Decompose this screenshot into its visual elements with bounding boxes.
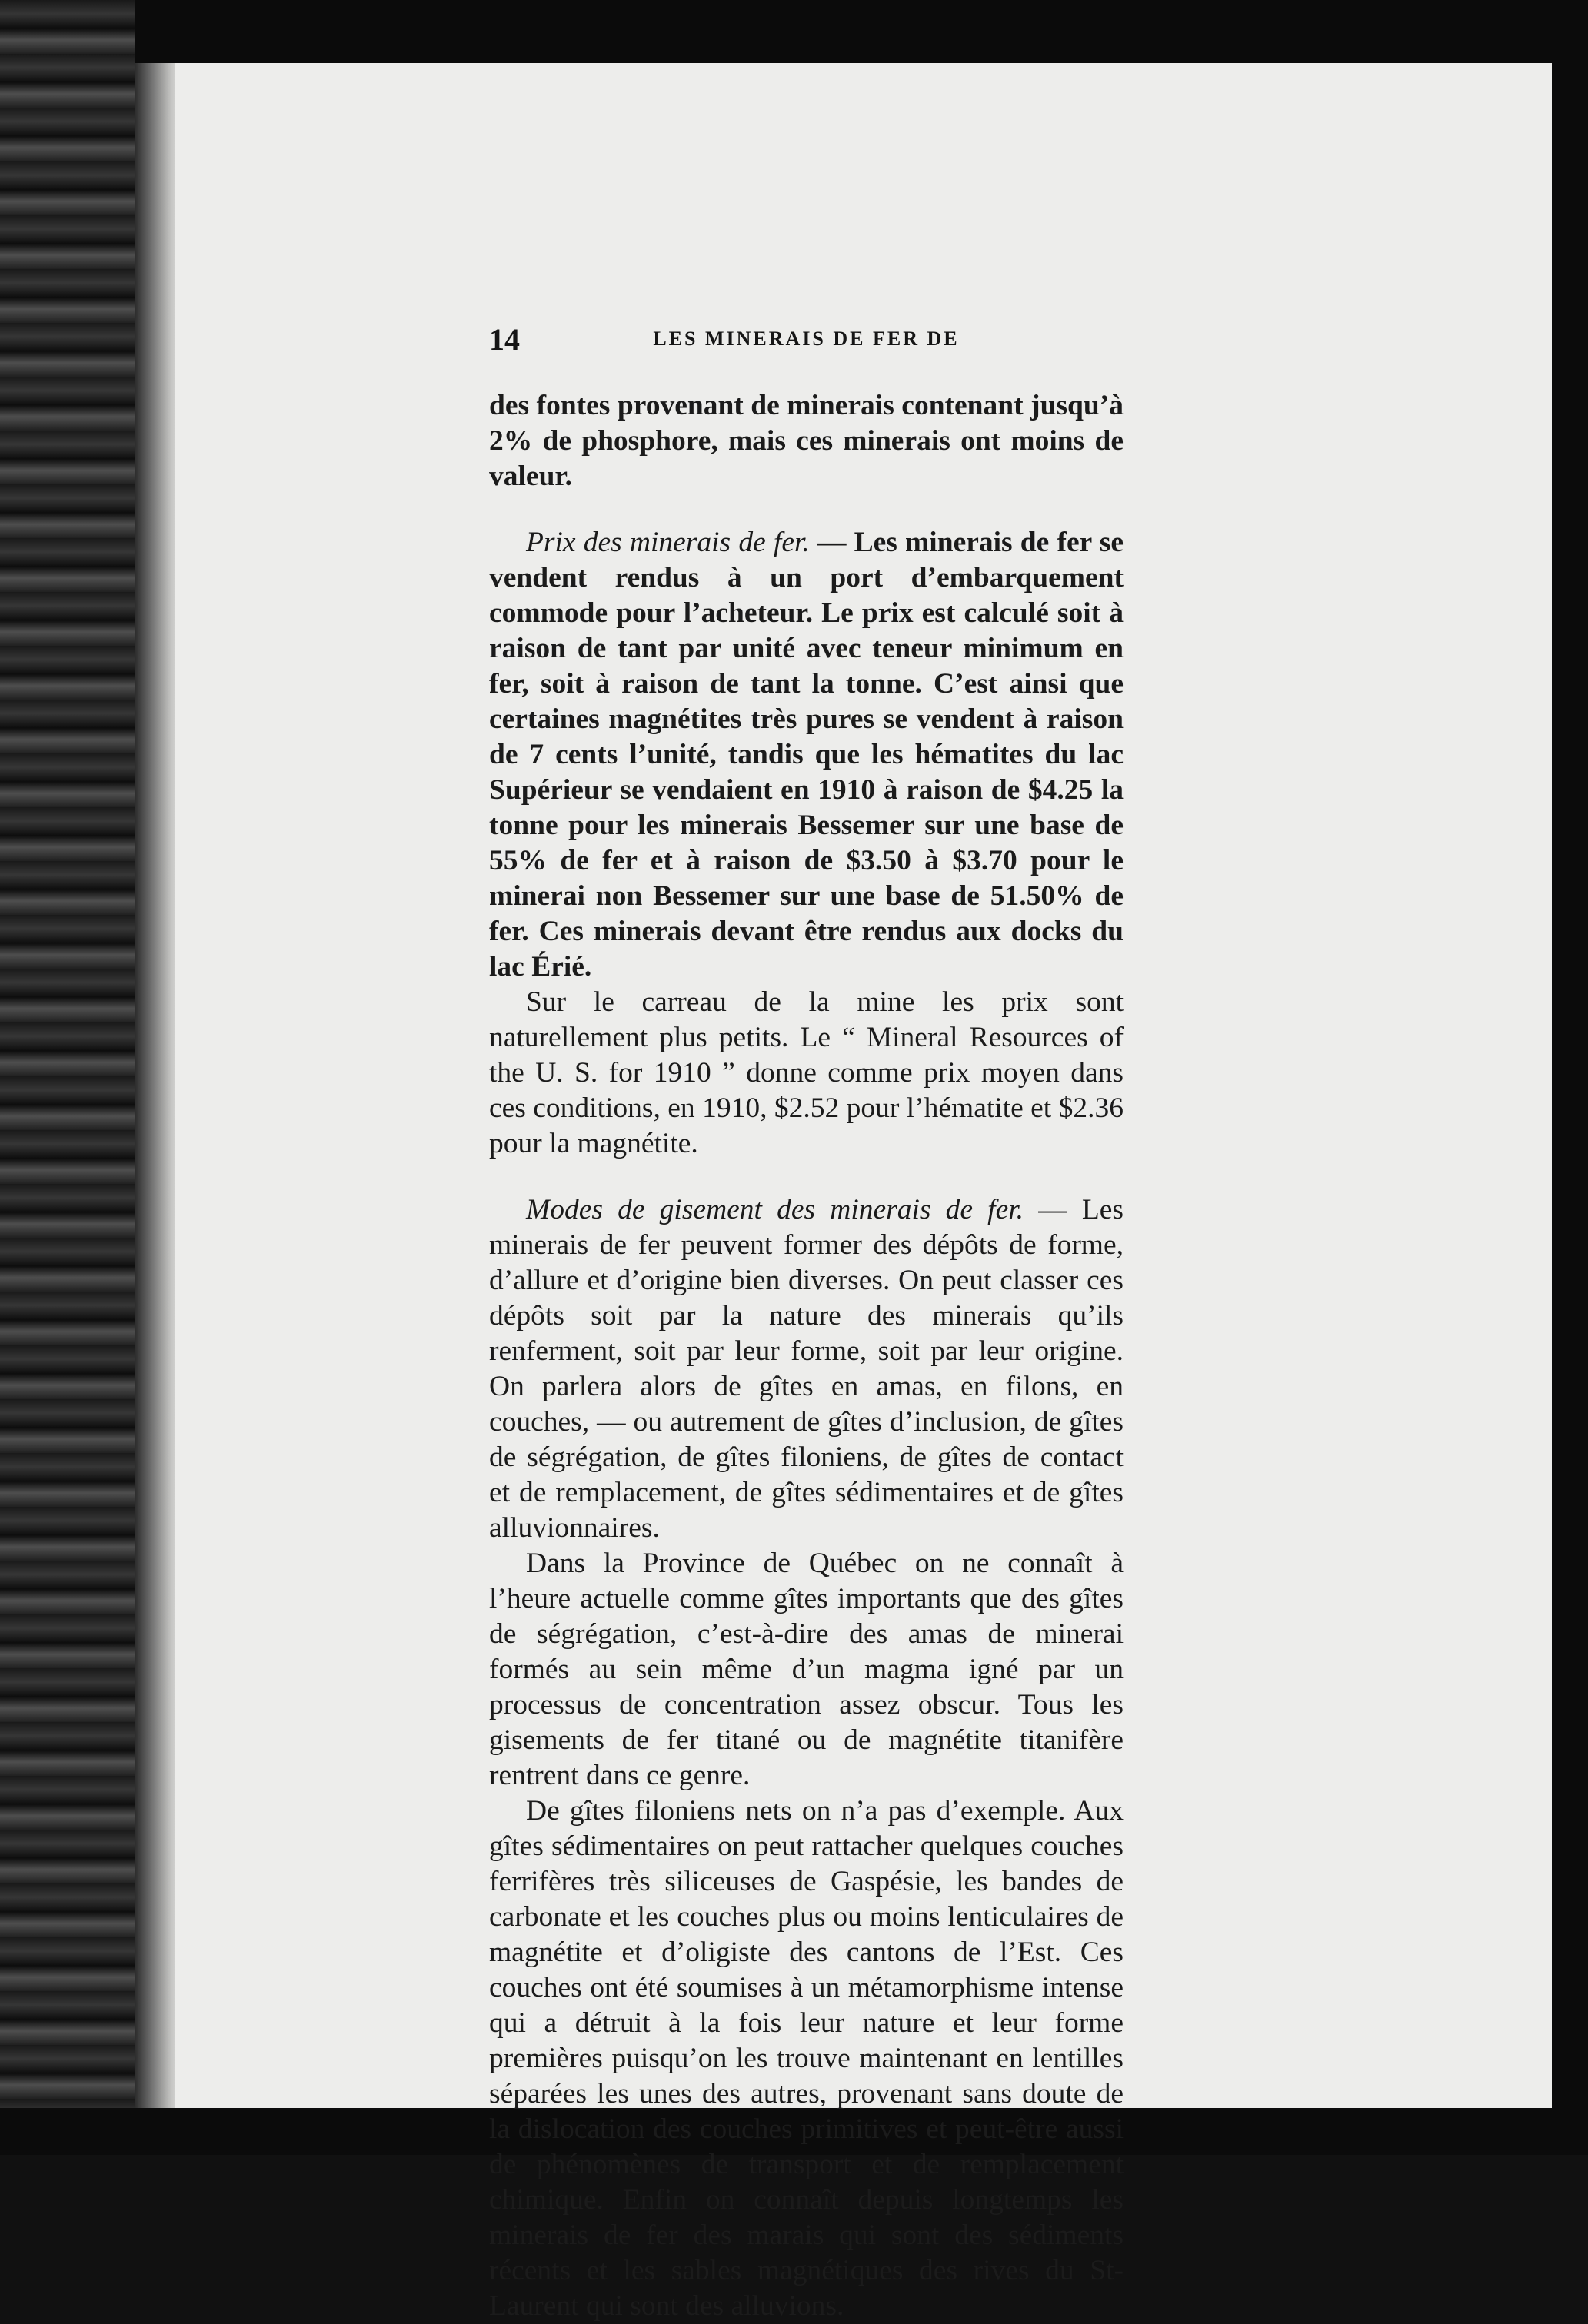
running-head: LES MINERAIS DE FER DE [653, 327, 960, 350]
paragraph-quebec [489, 1546, 1124, 1794]
paragraph-modes [489, 1192, 1124, 1546]
book-edge-strip [0, 0, 135, 2155]
paragraph-carreau-text: Sur le carreau de la mine les prix sont naturellement plus petits. Le “ Mineral Resources of the U. S. for 1910 ” donne comme prix moyen dans ces conditions, en 1910, $2.52 pour l’hématite et $2.36 pour la magnétite. [489, 986, 1124, 1159]
page-header [489, 321, 1124, 367]
section-heading-modes: Modes de gisement des minerais de fer. [526, 1194, 1024, 1225]
scan-top-border [0, 0, 1588, 63]
paragraph-prix [489, 525, 1124, 985]
page-number: 14 [489, 322, 520, 357]
paragraph-filoniens-text: De gîtes filoniens nets on n’a pas d’exemple. Aux gîtes sédimentaires on peut rattacher quelques couches ferrifères très siliceuses de Gaspésie, les bandes de carbonate et les couches plus ou moins lenticulaires de magnétite et d’oligiste des cantons de l’Est. Ces couches ont été soumises à un métamorphisme intense qui a détruit à la fois leur nature et leur forme premières puisqu’on les trouve maintenant en lentilles séparées les unes des autres, provenant sans doute de la dislocation des couches primitives et peut-être aussi de phénomènes de transport et de remplacement chimique. Enfin on connaît depuis longtemps les minerais de fer des marais qui sont des sédiments récents et les sables magnétiques des rives du St-Laurent qui sont des alluvions. [489, 1795, 1124, 2322]
page-gutter-shadow [135, 63, 181, 2108]
section-heading-prix: Prix des minerais de fer. [526, 527, 810, 558]
paragraph-1 [489, 388, 1124, 494]
paragraph-filoniens [489, 1794, 1124, 2324]
paragraph-1-text: des fontes provenant de minerais contenant jusqu’à 2% de phosphore, mais ces minerais ont moins de valeur. [489, 390, 1124, 492]
paragraph-prix-text: — Les minerais de fer se vendent rendus à un port d’embarquement commode pour l’acheteur. Le prix est calculé soit à raison de tant par unité avec teneur minimum en fer, soit à raison de tant la tonne. C’est ainsi que certaines magnétites très pures se vendent à raison de 7 cents l’unité, tandis que les hématites du lac Supérieur se vendaient en 1910 à raison de $4.25 la tonne pour les minerais Bessemer sur une base de 55% de fer et à raison de $3.50 à $3.70 pour le minerai non Bessemer sur une base de 51.50% de fer. Ces minerais devant être rendus aux docks du lac Érié. [489, 527, 1124, 982]
paragraph-carreau [489, 985, 1124, 1162]
paragraph-quebec-text: Dans la Province de Québec on ne connaît à l’heure actuelle comme gîtes importants que des gîtes de ségrégation, c’est-à-dire des amas de minerai formés au sein même d’un magma igné par un processus de concentration assez obscur. Tous les gisements de fer titané ou de magnétite titanifère rentrent dans ce genre. [489, 1548, 1124, 1791]
scan-right-border [1552, 0, 1588, 2155]
body-text [489, 388, 1124, 2324]
paragraph-modes-text: — Les minerais de fer peuvent former des dépôts de forme, d’allure et d’origine bien diverses. On peut classer ces dépôts soit par la nature des minerais qu’ils renferment, soit par leur forme, soit par leur origine. On parlera alors de gîtes en amas, en filons, en couches, — ou autrement de gîtes d’inclusion, de gîtes de ségrégation, de gîtes filoniens, de gîtes de contact et de remplacement, de gîtes sédimentaires et de gîtes alluvionnaires. [489, 1194, 1124, 1544]
